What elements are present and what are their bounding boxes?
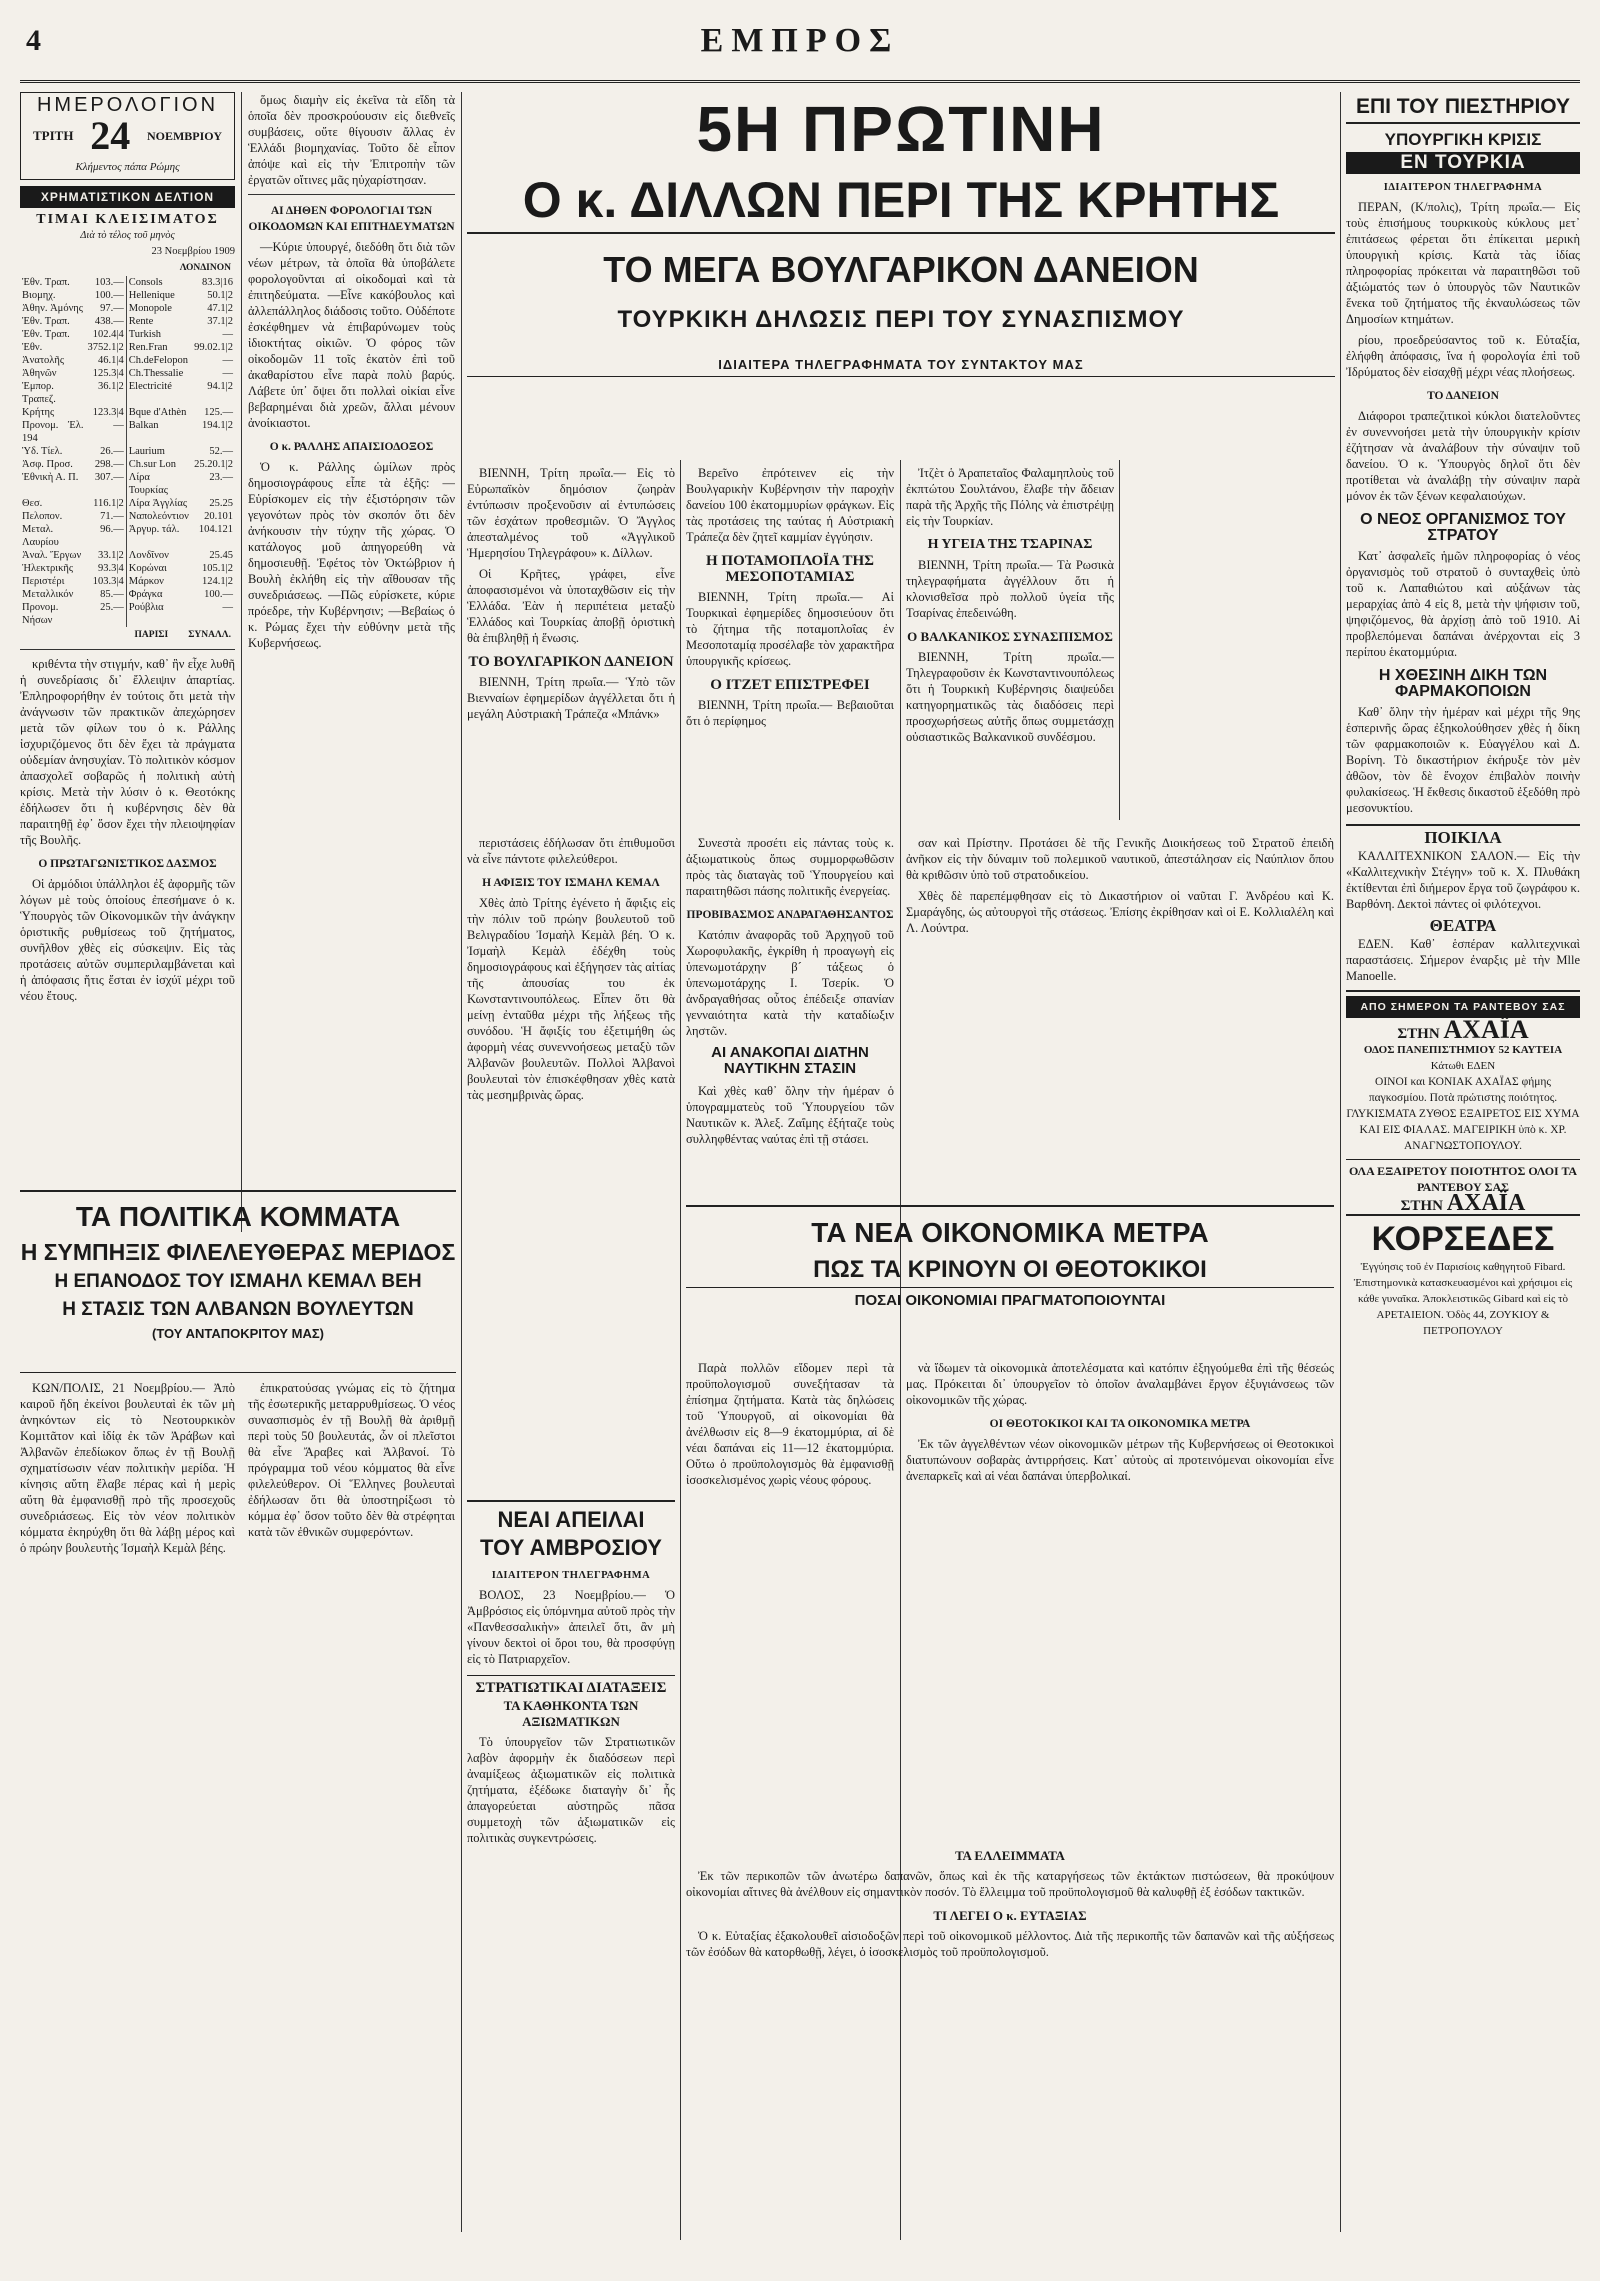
section-title: Ο ΙΤΖΕΤ ΕΠΙΣΤΡΕΦΕΙ <box>710 677 870 693</box>
rate-name: Ἀσφ. Προσ. <box>22 459 73 470</box>
rate-name: Laurium <box>126 445 192 458</box>
rate-value: 116.1|2 <box>93 498 124 509</box>
column-rule <box>1340 92 1341 2232</box>
rate-value: 25.25 <box>209 498 233 509</box>
section-title: ΤΟ ΒΟΥΛΓΑΡΙΚΟΝ ΔΑΝΕΙΟΝ <box>468 654 674 670</box>
politics-headline: Η ΣΥΜΠΗΞΙΣ ΦΙΛΕΛΕΥΘΕΡΑΣ ΜΕΡΙΔΟΣ <box>20 1239 456 1265</box>
main-headline: Ο κ. ΔΙΛΛΩΝ ΠΕΡΙ ΤΗΣ ΚΡΗΤΗΣ <box>467 168 1335 234</box>
rate-value: 123.3|4 <box>92 407 124 418</box>
article-text: Οἱ Κρῆτες, γράφει, εἶνε ἀποφασισμένοι νὰ ὑποταχθῶσιν εἰς τὴν Ἑλλάδα. Ἐὰν ἡ περιπέτεια μεταξὺ Ἑλλάδος καὶ Τουρκίας ἀποβῇ ὁριστικὴ θὰ ἐπιβληθῇ ἡ ἕνωσις. <box>467 567 675 645</box>
section-title: Η ΥΓΕΙΑ ΤΗΣ ΤΣΑΡΙΝΑΣ <box>927 537 1093 552</box>
source-label: ΙΔΙΑΙΤΕΡΟΝ ΤΗΛΕΓΡΑΦΗΜΑ <box>491 1570 651 1581</box>
deficits-column <box>686 1840 1334 2240</box>
rate-value: 124.1|2 <box>202 576 233 587</box>
ad-prefix: ΣΤΗΝ <box>1400 1198 1443 1214</box>
ad-body: ΟΙΝΟΙ και ΚΟΝΙΑΚ ΑΧΑΪΑΣ φήμης παγκοσμίου. Ποτὰ πρώτιστης ποιότητος. ΓΛΥΚΙΣΜΑΤΑ ΖΥΘΟΣ ΕΞΑΙΡΕΤΟΣ ΕΙΣ ΧΥΜΑ ΚΑΙ ΕΙΣ ΦΙΑΛΑΣ. ΜΑΓΕΙΡΙΚΗ ὑπὸ κ. ΧΡ. ΑΝΑΓΝΩΣΤΟΠΟΥΛΟΥ. <box>1346 1076 1580 1152</box>
section-title: Η ΠΟΤΑΜΟΠΛΟΪΑ ΤΗΣ ΜΕΣΟΠΟΤΑΜΙΑΣ <box>706 553 874 585</box>
calendar-row <box>23 113 232 159</box>
economy-headline: ΤΑ ΝΕΑ ΟΙΚΟΝΟΜΙΚΑ ΜΕΤΡΑ <box>811 1217 1209 1248</box>
section-title: ΠΡΟΒΙΒΑΣΜΟΣ ΑΝΔΡΑΓΑΘΗΣΑΝΤΟΣ <box>686 909 894 921</box>
rate-value: 103.— <box>94 277 124 288</box>
rate-value: 23.— <box>209 472 233 483</box>
ambrosiou-column <box>467 1500 675 2240</box>
section-title: Η ΑΦΙΞΙΣ ΤΟΥ ΙΣΜΑΗΛ ΚΕΜΑΛ <box>482 877 660 889</box>
rates-row <box>20 380 235 406</box>
rates-row <box>20 367 235 380</box>
section-title: ΤΙ ΛΕΓΕΙ Ο κ. ΕΥΤΑΞΙΑΣ <box>933 1908 1087 1923</box>
middle-column-2 <box>686 835 894 1195</box>
rate-value: 33.1|2 <box>98 550 124 561</box>
politics-headline: Η ΣΤΑΣΙΣ ΤΩΝ ΑΛΒΑΝΩΝ ΒΟΥΛΕΥΤΩΝ <box>62 1299 414 1320</box>
economy-column-1 <box>686 1360 894 1830</box>
section-title: ΟΙ ΘΕΟΤΟΚΙΚΟΙ ΚΑΙ ΤΑ ΟΙΚΟΝΟΜΙΚΑ ΜΕΤΡΑ <box>989 1418 1251 1430</box>
politics-headline: ΤΑ ΠΟΛΙΤΙΚΑ ΚΟΜΜΑΤΑ <box>75 1201 401 1232</box>
rates-row <box>20 510 235 523</box>
rates-row <box>20 419 235 445</box>
section-title: Η ΧΘΕΣΙΝΗ ΔΙΚΗ ΤΩΝ ΦΑΡΜΑΚΟΠΟΙΩΝ <box>1378 667 1548 700</box>
rate-value: 85.— <box>100 589 124 600</box>
rate-name: Electricité <box>126 380 192 406</box>
rate-name: Monopole <box>126 302 192 315</box>
politics-column-2 <box>248 1380 455 2240</box>
rate-name: Ἀργυρ. τάλ. <box>126 523 192 549</box>
rates-row <box>20 445 235 458</box>
rate-value: 25.— <box>100 602 124 613</box>
ad-address: ΟΔΟΣ ΠΑΝΕΠΙΣΤΗΜΙΟΥ 52 ΚΑΥΤΕΙΑ <box>1363 1044 1563 1056</box>
section-title: ΕΝ ΤΟΥΡΚΙΑ <box>1346 152 1580 174</box>
article-text: ΒΙΕΝΝΗ, Τρίτη πρωΐα.— Βεβαιοῦται ὅτι ὁ περίφημος <box>686 698 894 728</box>
article-text: Τὸ ὑπουργεῖον τῶν Στρατιωτικῶν λαβὸν ἀφορμὴν ἐκ διαδόσεων περὶ ἀναμίξεως ἀξιωματικῶν εἰς πολιτικὰ ζητήματα, ἐξέδωκε διαταγὴν δι᾿ ἧς ἀπαγορεύεται αὐστηρῶς πᾶσα συμμετοχὴ τῶν ἀξιωματικῶν εἰς πολιτικὰς συγκεντρώσεις. <box>467 1735 675 1845</box>
rate-name: Ἀνατολῆς <box>22 355 65 366</box>
ad-title: ΑΠΟ ΣΗΜΕΡΟΝ ΤΑ ΡΑΝΤΕΒΟΥ ΣΑΣ <box>1346 996 1580 1018</box>
column-rule <box>461 92 462 2232</box>
rates-row <box>20 328 235 341</box>
telegrams-label: ΙΔΙΑΙΤΕΡΑ ΤΗΛΕΓΡΑΦΗΜΑΤΑ ΤΟΥ ΣΥΝΤΑΚΤΟΥ ΜΑΣ <box>467 354 1335 377</box>
section-title: ΝΕΑΙ ΑΠΕΙΛΑΙ <box>467 1500 675 1534</box>
article-text: Διάφοροι τραπεζιτικοὶ κύκλοι διατελοῦντες ἐν συνεννοήσει μετὰ τὴν ὑπουργικὴν κρίσιν ἐζήτησαν νὰ ἀναλάβουν τὴν σύναψιν τοῦ δανείου. Ὁ κ. Ὑπουργὸς δηλοῖ ὅτι δὲν προτίθεται νὰ ἀναλάβῃ τὴν σύναψιν παρὰ μόνον ἐκ τῶν ξένων κεφαλαιούχων. <box>1346 409 1580 503</box>
divider <box>248 194 455 195</box>
rates-row <box>20 315 235 328</box>
section-title: ΤΑ ΕΛΛΕΙΜΜΑΤΑ <box>955 1848 1065 1863</box>
economy-subheadline: ΠΟΣΑΙ ΟΙΚΟΝΟΜΙΑΙ ΠΡΑΓΜΑΤΟΠΟΙΟΥΝΤΑΙ <box>854 1292 1166 1309</box>
article-text: Καθ᾿ ὅλην τὴν ἡμέραν καὶ μέχρι τῆς 9ης ἑσπερινῆς ὥρας ἐξηκολούθησεν χθὲς ἡ δίκη τῶν φαρμακοποιῶν κ. Εὐαγγέλου καὶ Δ. Βορίνη. Τὸ δικαστήριον ἐκήρυξε τὸν μὲν ἀθῶον, τὸν δὲ ἔνοχον ἐπιβαλὸν ποινὴν φυλακίσεως. Ἡ ἔκθεσις δικαστοῦ ἐξεδόθη πρὸ μεσονυκτίου. <box>1346 705 1580 815</box>
calendar-month: ΝΟΕΜΒΡΙΟΥ <box>146 129 222 143</box>
rate-value: 36.1|2 <box>98 381 124 392</box>
rate-name: Ch.deFelopon <box>126 354 192 367</box>
rate-value: 26.— <box>100 446 124 457</box>
article-text: ΒΙΕΝΝΗ, Τρίτη πρωΐα.— Ὑπὸ τῶν Βιενναίων ἐφημερίδων ἀγγέλλεται ὅτι ἡ μεγάλη Αὐστριακὴ Τράπεζα «Μπάνκ» <box>467 675 675 721</box>
rate-name: Ἀναλ. Ἔργων <box>22 550 82 561</box>
rate-value: 105.1|2 <box>202 563 233 574</box>
calendar-weekday: ΤΡΙΤΗ <box>33 128 74 143</box>
column-1 <box>20 92 235 1242</box>
rate-name: Μάρκον <box>126 575 192 588</box>
advertisement-corsets <box>1346 1214 1580 1339</box>
rate-name: Ἀθην. Ἀμόνης <box>22 303 83 314</box>
rate-value: 100.— <box>204 589 233 600</box>
column-rule <box>680 460 681 2240</box>
telegram-column-3 <box>906 465 1114 820</box>
paper-name: ΕΜΠΡΟΣ <box>700 22 900 59</box>
article-text: ΒΙΕΝΝΗ, Τρίτη πρωΐα.— Τὰ Ρωσικὰ τηλεγραφήματα ἀγγέλλουν ὅτι ἡ κλονισθεῖσα πρὸ πολλοῦ ὑγεία τῆς Τσαρίνας ἐπεδεινώθη. <box>906 558 1114 620</box>
rate-name: Προνομ. Ἐλ. 194 <box>22 420 84 444</box>
article-text: ὅμως διαμὴν εἰς ἐκεῖνα τὰ εἴδη τὰ ὁποῖα δὲν προσκρούουσιν εἰς διεθνεῖς συμβάσεις, οὔτε θίγουσιν ἄλλας ἐν Ἑλλάδι βιομηχανίας. Τοῦτο δὲ εἶπον ἀπόψε καὶ εἰς τὴν Ἐπιτροπὴν τῶν ἐργατῶν οἵτινες μᾶς ηὐχαρίστησαν. <box>248 93 455 187</box>
finance-section-labels-2 <box>20 627 235 643</box>
rate-value: 25.20.1|2 <box>194 459 233 470</box>
rate-value: — <box>222 602 233 613</box>
edition-title: 5Η ΠΡΩΤΙΝΗ <box>696 93 1106 165</box>
front-banner <box>467 90 1335 460</box>
article-text: Ὁ κ. Ράλλης ὡμίλων πρὸς δημοσιογράφους εἶπε τὰ ἑξῆς: —Εὑρίσκομεν εἰς τὴν ἐξιστόρησιν τῶν γεγονότων πρὸς τὸν σκοπόν ὅτι δὲν ἀνήκουσιν τὴν τύχην τῆς χώρας. Ὁ κατάλογος μοῦ ἀπηγορεύθη νὰ δημοσιευθῇ. Ἐφέτος τὸν Ὀκτώβριον ἡ Βουλὴ ἐκλήθη εἰς τὴν αἴθουσαν τῆς συνεδριάσεως. —Πῶς εὑρίσκετε, κύριε πρόεδρε, τὴν Κυβέρνησιν; —Βεβαίως ὁ κ. Ρώμας ἔχει τὴν εὐθύνην μετὰ τῆς Κυβερνήσεως. <box>248 460 455 650</box>
rate-value: — <box>222 329 233 340</box>
economy-banner <box>686 1205 1334 1357</box>
rate-value: — <box>113 420 124 431</box>
politics-banner <box>20 1190 456 1373</box>
article-text: Βερεῖνο ἐπρότεινεν εἰς τὴν Βουλγαρικὴν Κυβέρνησιν τὴν παροχὴν δανείου 100 ἑκατομμυρίων φράγκων. Εἰς τὰς προτάσεις της ταύτας ἡ Αὐστριακὴ Τράπεζα δὲν ζητεῖ καμμίαν ἐγγύησιν. <box>686 466 894 544</box>
article-text: Κατόπιν ἀναφορᾶς τοῦ Ἀρχηγοῦ τοῦ Χωροφυλακῆς, ἐγκρίθη ἡ προαγωγὴ εἰς ὑπενωμοτάρχην β´ τάξεως ὁ ὑπενωμοτάρχης Ι. Τσερίκ. Ὁ ἀνδραγαθήσας οὗτος ἐπέδειξε σπανίαν γενναιότητα κατὰ τὴν καταδίωξιν ληστῶν. <box>686 928 894 1038</box>
rate-name: Ἐθν. Τραπ. <box>22 277 70 288</box>
rate-name: Rente <box>126 315 192 328</box>
rate-value: 307.— <box>94 472 124 483</box>
ad-body: Ἐγγύησις τοῦ ἐν Παρισίοις καθηγητοῦ Fibard. Ἐπιστημονικὰ κατασκευασμένοι καὶ χρήσιμοι εἰς κάθε γυναῖκα. Ἀποκλειστικῶς Gibard καὶ εἰς τὸ ΑΡΕΤΑΙΕΙΟΝ. Ὁδὸς 44, ΖΟΥΚΙΟΥ & ΠΕΤΡΟΠΟΥΛΟΥ <box>1353 1261 1573 1337</box>
rate-name: Ὑδ. Τίελ. <box>22 446 63 457</box>
rate-name: Ρούβλια <box>126 601 192 627</box>
finance-subheader: ΤΙΜΑΙ ΚΛΕΙΣΙΜΑΤΟΣ <box>36 212 219 227</box>
rate-value: 93.3|4 <box>98 563 124 574</box>
ad-brand: ΑΧΑΪΑ <box>1446 1190 1526 1216</box>
article-text: ΒΙΕΝΝΗ, Τρίτη πρωΐα.— Αἱ Τουρκικαὶ ἐφημερίδες δημοσιεύουν ὅτι τὸ ζήτημα τῆς ποταμοπλοΐας ἐν Μεσοποταμίᾳ προσέλαβε τὸν χαρακτῆρα ὑπουργικῆς κρίσεως. <box>686 590 894 668</box>
article-text: νὰ ἴδωμεν τὰ οἰκονομικὰ ἀποτελέσματα καὶ κατόπιν ἐξηγούμεθα ἐπὶ τῆς θέσεώς μας. Πρόκειται δι᾿ ὑπουργεῖον τὸ ὁποῖον ἀναλαμβάνει ἔργον ἐξυγιάνσεως τῶν οἰκονομικῶν τῆς χώρας. <box>906 1361 1334 1407</box>
rate-name: Λίρα Τουρκίας <box>126 471 192 497</box>
section-title: ΣΤΡΑΤΙΩΤΙΚΑΙ ΔΙΑΤΑΞΕΙΣ <box>467 1675 675 1696</box>
finance-section-london: ΛΟΝΔΙΝΟΝ <box>179 263 231 273</box>
sub-headline: ΤΟΥΡΚΙΚΗ ΔΗΛΩΣΙΣ ΠΕΡΙ ΤΟΥ ΣΥΝΑΣΠΙΣΜΟΥ <box>617 306 1185 333</box>
column-2 <box>248 92 455 1242</box>
finance-section-paris: ΠΑΡΙΣΙ <box>134 630 169 640</box>
rate-name: Λίρα Ἀγγλίας <box>126 497 192 510</box>
rate-name: Consols <box>126 276 192 289</box>
section-title: Ο κ. ΡΑΛΛΗΣ ΑΠΑΙΣΙΟΔΟΞΟΣ <box>269 441 434 453</box>
rate-name: Φράγκα <box>126 588 192 601</box>
calendar-date: 24 <box>90 113 131 158</box>
section-title: Ο ΝΕΟΣ ΟΡΓΑΝΙΣΜΟΣ ΤΟΥ ΣΤΡΑΤΟΥ <box>1360 511 1566 544</box>
ad-place: Κάτωθι ΕΔΕΝ <box>1430 1060 1496 1072</box>
rate-name: Ἠλεκτρικῆς <box>22 563 74 574</box>
rate-value: 298.— <box>94 459 124 470</box>
article-text: Καὶ χθὲς καθ᾿ ὅλην τὴν ἡμέραν ὁ ὑπογραμματεὺς τοῦ Ὑπουργείου τῶν Ναυτικῶν κ. Ἀλεξ. Ζαΐμης ἐξήταζε τοὺς συλληφθέντας ναύτας ἐπὶ τῇ στάσει. <box>686 1084 894 1146</box>
rate-name: Θεσ. <box>22 498 43 509</box>
source-label: ΙΔΙΑΙΤΕΡΟΝ ΤΗΛΕΓΡΑΦΗΜΑ <box>1383 182 1543 193</box>
article-text: Ἐκ τῶν ἀγγελθέντων νέων οἰκονομικῶν μέτρων τῆς Κυβερνήσεως οἱ Θεοτοκικοὶ διατυπώνουν σοβαρὰς ἀντιρρήσεις. Κατ᾿ αὐτοὺς αἱ προτεινόμεναι οἰκονομίαι εἶνε ἀνεπαρκεῖς καὶ αἱ νέαι δαπάναι ὑπερβολικαί. <box>906 1437 1334 1483</box>
finance-date: 23 Νοεμβρίου 1909 <box>151 246 235 257</box>
rate-name: Balkan <box>126 419 192 445</box>
section-title: ΠΟΙΚΙΛΑ <box>1346 824 1580 846</box>
newspaper-page <box>20 20 1580 2241</box>
ad-prefix: ΣΤΗΝ <box>1397 1026 1440 1042</box>
rates-row <box>20 289 235 302</box>
rate-name: Ἀθηνῶν <box>22 368 57 379</box>
correspondent-label: (ΤΟΥ ΑΝΤΑΠΟΚΡΙΤΟΥ ΜΑΣ) <box>152 1326 324 1341</box>
section-title: ΤΟ ΔΑΝΕΙΟΝ <box>1427 390 1499 402</box>
article-text: κριθέντα τὴν στιγμήν, καθ᾿ ἣν εἶχε λυθῆ ἡ συνεδρίασις δι᾿ ἔλλειψιν ἀπαρτίας. Ἐπληροφορήθην ἐν τούτοις ὅτι μετὰ τὴν ἀνάγνωσιν τῶν πρακτικῶν ἀπεχώρησεν μετὰ τῶν φίλων του ὁ κ. Ράλλης ἰσχυριζόμενος ὅτι δὲν ἔχει τὰ πράγματα οὐδεμίαν ἀνησυχίαν. Τὸ πολιτικὸν κόσμον ἀπασχολεῖ σοβαρῶς ἡ πολιτικὴ αὐτὴ κρίσις. Μετὰ τὴν λύσιν ὁ κ. Θεοτόκης ἐδήλωσεν ὅτι ἡ κυβέρνησις δὲν θὰ παραιτηθῇ ἐφ᾿ ὅσον ἔχει τὴν πλειοψηφίαν τῆς Βουλῆς. <box>20 657 235 847</box>
rates-row <box>20 549 235 562</box>
rate-name: Λονδῖνον <box>126 549 192 562</box>
article-text: σαν καὶ Πρίστην. Προτάσει δὲ τῆς Γενικῆς Διοικήσεως τοῦ Στρατοῦ ἐπειδὴ ἀνῆκον εἰς τὴν δύναμιν τοῦ πολεμικοῦ ναυτικοῦ, ἀπεστάλησαν εἰς Ναύπλιον ὅπου θὰ κριθῶσιν ὑπὸ τοῦ στρατοδικείου. <box>906 836 1334 882</box>
rates-row <box>20 471 235 497</box>
rate-value: 94.1|2 <box>207 381 233 392</box>
rates-row <box>20 588 235 601</box>
section-title: ΑΙ ΔΗΘΕΝ ΦΟΡΟΛΟΓΙΑΙ ΤΩΝ ΟΙΚΟΔΟΜΩΝ ΚΑΙ ΕΠΙΤΗΔΕΥΜΑΤΩΝ <box>248 205 455 233</box>
rate-value: 103.3|4 <box>92 576 124 587</box>
column-rule <box>241 92 242 1232</box>
ad-brand-line <box>1346 1190 1580 1216</box>
article-text: Ἐκ τῶν περικοπῶν τῶν ἀνωτέρω δαπανῶν, ὅπως καὶ ἐκ τῆς καταργήσεως τῶν ἐκτάκτων πιστώσεων, θὰ προκύψουν οἰκονομίαι αἵτινες θὰ ἀνέλθουν εἰς σημαντικὸν ποσόν. Τὸ ἔλλειμμα τοῦ προϋπολογισμοῦ θὰ καλυφθῇ ἐξ ἐσόδων τακτικῶν. <box>686 1869 1334 1899</box>
article-text: ΚΩΝ/ΠΟΛΙΣ, 21 Νοεμβρίου.— Ἀπὸ καιροῦ ἤδη ἐκείνοι βουλευταὶ ἐκ τῶν μὴ ἀνηκόντων εἰς τὸ Νεοτουρκικὸν Κομιτᾶτον καὶ ἰδίᾳ ἐκ τῶν Ἀράβων καὶ Ἀλβανῶν ἐπεδίωκον ὅπως ἐν τῇ Βουλῇ σχηματίσωσιν νέαν πολιτικὴν μερίδα. Ἡ κίνησις αὕτη ἔλαβε πέρας καὶ ἡ μερὶς αὕτη θὰ ἐμφανισθῇ πρὸ τῆς προσεχοῦς συνεδριάσεως. Εἰς τὸν νέον πολιτικὸν κόμματα ἐκηρύχθη ὅτι θὰ λάβῃ μέρος καὶ ὁ πρώην βουλευτὴς Ἰσμαὴλ Κεμὰλ βέης. <box>20 1381 235 1555</box>
calendar-box <box>20 92 235 180</box>
article-text: ρίου, προεδρεύσαντος τοῦ κ. Εὐταξία, ἐλήφθη ἀπόφασις, ἵνα ἡ φορολογία ἐπὶ τοῦ Ἰδρύματος δὲν εἰσαχθῇ μέχρι νέας πλοήσεως. <box>1346 333 1580 379</box>
finance-section-labels <box>20 260 235 276</box>
rate-name: Κρήτης <box>22 407 55 418</box>
article-text: Ὁ κ. Εὐταξίας ἐξακολουθεῖ αἰσιοδοξῶν περὶ τοῦ οἰκονομικοῦ μέλλοντος. Διὰ τῆς περικοπῆς τῶν δαπανῶν καὶ τῆς αὐξήσεως τῶν ἐσόδων θὰ κατορθωθῇ, λέγει, ὁ ἰσοσκελισμὸς τοῦ προϋπολογισμοῦ. <box>686 1929 1334 1959</box>
rate-value: — <box>222 355 233 366</box>
rates-row <box>20 276 235 289</box>
rate-value: 52.— <box>209 446 233 457</box>
section-title: ΥΠΟΥΡΓΙΚΗ ΚΡΙΣΙΣ <box>1384 130 1542 149</box>
right-column <box>1346 92 1580 2237</box>
rate-name: Περιστέρι <box>22 576 65 587</box>
section-title: ΤΟΥ ΑΜΒΡΟΣΙΟΥ <box>480 1535 662 1560</box>
middle-column-1 <box>467 835 675 1195</box>
article-text: ΒΙΕΝΝΗ, Τρίτη πρωΐα.— Εἰς τὸ Εὐρωπαϊκὸν δημόσιον ζωηρὰν ἐντύπωσιν προξενοῦσιν αἱ ἐντυπώσεις τῶν ἐσχάτων προθεσμιῶν. Ὁ Ἄγγλος ἀπεσταλμένος τοῦ «Ἀγγλικοῦ Ἡμερησίου Τηλεγράφου» κ. Δίλλων. <box>467 466 675 560</box>
rates-row <box>20 523 235 549</box>
article-text: Συνεστὰ προσέτι εἰς πάντας τοὺς κ. ἀξιωματικοὺς ὅπως συμμορφωθῶσιν πρὸς τὰς διαταγὰς τοῦ Ὑπουργείου καὶ παραιτηθῶσι πάσης πολιτικῆς ἐνεργείας. <box>686 836 894 898</box>
rates-row <box>20 406 235 419</box>
article-text: Χθὲς δὲ παρεπέμφθησαν εἰς τὸ Δικαστήριον οἱ ναῦται Γ. Ἀνδρέου καὶ Κ. Σμαράγδης, ὡς αὐτουργοὶ τῆς στάσεως. Ἐπίσης ἐκρίθησαν καὶ οἱ Ε. Κολλιαλέλη καὶ Λ. Λούντρα. <box>906 889 1334 935</box>
rate-value: 125.3|4 <box>92 368 124 379</box>
rates-row <box>20 562 235 575</box>
rates-row <box>20 575 235 588</box>
rate-value: 102.4|4 <box>92 329 124 340</box>
article-text: Ἰτζὲτ ὁ Ἀραπεταῖος Φαλαμηπλοὺς τοῦ ἐκπτώτου Σουλτάνου, ἔλαβε τὴν ἄδειαν παρὰ τῆς Ἀρχῆς τῆς Πόλης νὰ ἐπιστρέψῃ εἰς τὴν Τουρκίαν. <box>906 466 1114 528</box>
section-title: Ο ΠΡΩΤΑΓΩΝΙΣΤΙΚΟΣ ΔΑΣΜΟΣ <box>38 858 217 870</box>
rate-name: Ch.sur Lon <box>126 458 192 471</box>
rate-name: Bque d'Athèn <box>126 406 192 419</box>
article-text: ΠΕΡΑΝ, (Κ/πολις), Τρίτη πρωΐα.— Εἰς τοὺς ἐπισήμους τουρκικοὺς κύκλους μετ᾿ ἐπιτάσεως φέρεται ὅτι ἐπίκειται μερικὴ ὑπουργικὴ κρίσις. Κατὰ τὰς ἰδίας πληροφορίας πρόκειται νὰ παραιτηθῶσι τοῦ ἀξιώματός των ὁ ὑπουργὸς τῶν Ναυτικῶν ἕνεκα τοῦ ζητήματος τῆς ἐκναυλώσεως τῶν Δημοσίων κτημάτων. <box>1346 200 1580 326</box>
rate-name: Turkish <box>126 328 192 341</box>
rate-name: Βιομηχ. <box>22 290 56 301</box>
rate-value: 96.— <box>100 524 124 535</box>
calendar-saint: Κλήμεντος πάπα Ρώμης <box>75 161 180 173</box>
rate-value: 100.— <box>94 290 124 301</box>
rate-name: Ἐθν. Τραπ. <box>22 316 70 327</box>
article-text: Χθὲς ἀπὸ Τρίτης ἐγένετο ἡ ἄφιξις εἰς τὴν πόλιν τοῦ πρώην βουλευτοῦ τοῦ Βελιγραδίου Ἰσμαὴλ Κεμὰλ βέη. Ὁ κ. Ἰσμαὴλ Κεμὰλ ἐδέχθη τοὺς δημοσιογράφους καὶ ἐξήγησεν τὰς αἰτίας τῆς ἀπουσίας του ἐκ Κωνσταντινουπόλεως. Εἶπεν ὅτι θὰ μείνῃ ἐνταῦθα μέχρι τῆς λήξεως τῆς συνόδου. Ἡ ἄφιξίς του ἐξετιμήθη ὡς ἀφορμὴ νέας συνεννοήσεως μεταξὺ τῶν Ἀλβανῶν βουλευτῶν. Πολλοὶ Ἀλβανοὶ βουλευταὶ τὸν ἐπισκέφθησαν χθὲς κατὰ τὰς μεσημβρινὰς ὥρας. <box>467 896 675 1102</box>
rate-value: 438.— <box>94 316 124 327</box>
rate-value: — <box>222 368 233 379</box>
rate-value: 20.101 <box>204 511 233 522</box>
article-text: ΒΙΕΝΝΗ, Τρίτη πρωΐα.— Τηλεγραφοῦσιν ἐκ Κωνσταντινουπόλεως ὅτι ἡ Τουρκικὴ Κυβέρνησις διαψεύδει κατηγορηματικῶς τὰς διαδόσεις περὶ προσχωρήσεως αὐτῆς ὅπως συμμετάσχῃ οὐσιαστικῶς Βαλκανικοῦ συνδέσμου. <box>906 650 1114 744</box>
rate-name: Μεταλλικόν <box>22 589 74 600</box>
middle-column-3 <box>906 835 1334 1195</box>
ad-title: ΟΛΑ ΕΞΑΙΡΕΤΟΥ ΠΟΙΟΤΗΤΟΣ ΟΛΟΙ ΤΑ ΡΑΝΤΕΒΟΥ ΣΑΣ <box>1349 1164 1577 1194</box>
finance-section-exchange: ΣΥΝΑΛΛ. <box>188 630 231 640</box>
rate-value: 25.45 <box>209 550 233 561</box>
article-text: ΚΑΛΛΙΤΕΧΝΙΚΟΝ ΣΑΛΟΝ.— Εἰς τὴν «Καλλιτεχνικὴν Στέγην» τοῦ κ. Χ. Πλυθάκη ἐκτίθενται ἐπὶ διήμερον ἔργα τοῦ ζωγράφου κ. Βαρθόνη. Δεκτοὶ πάντες οἱ φιλότεχνοι. <box>1346 849 1580 911</box>
politics-column-1 <box>20 1380 235 2240</box>
calendar-title: ΗΜΕΡΟΛΟΓΙΟΝ <box>36 94 219 116</box>
rate-name: Κορώναι <box>126 562 192 575</box>
article-text: Κατ᾿ ἀσφαλεῖς ἡμῶν πληροφορίας ὁ νέος ὀργανισμὸς τοῦ στρατοῦ ὁ συνταχθεὶς ὑπὸ τοῦ κ. Λαπαθιώτου καὶ αὐξάνων τὰς μεραρχίας ἀπὸ 4 εἰς 8, μετὰ τὴν ψήφισιν τοῦ, ψηφιζόμενος, θὰ ἀρχίσῃ ἀπὸ τοῦ 1910. Αἱ προβλεπόμεναι δαπάναι ἀνέρχονται εἰς 3 περίπου ἑκατομμύρια. <box>1346 549 1580 659</box>
rate-value: 125.— <box>204 407 233 418</box>
rate-value: 194.1|2 <box>202 420 233 431</box>
finance-section-athens <box>24 260 26 276</box>
rate-name: Ch.Thessalie <box>126 367 192 380</box>
rate-name: Μεταλ. Λαυρίου <box>22 524 59 548</box>
column-rule <box>1119 460 1120 820</box>
article-text: ΒΟΛΟΣ, 23 Νοεμβρίου.— Ὁ Ἀμβρόσιος εἰς ὑπόμνημα αὐτοῦ πρὸς τὴν «Πανθεσσαλικὴν» ἀπειλεῖ ὅτι, ἂν μὴ γίνουν δεκτοὶ οἱ ὅροι του, θὰ προσφύγῃ εἰς τὸ Πατριαρχεῖον. <box>467 1588 675 1666</box>
ad-brand: ΚΟΡΣΕΔΕΣ <box>1371 1220 1555 1258</box>
rate-name: Ἐθνικὴ Α. Π. <box>22 472 79 483</box>
rates-row <box>20 601 235 627</box>
article-text: ΕΔΕΝ. Καθ᾿ ἑσπέραν καλλιτεχνικαὶ παραστάσεις. Σήμερον ἐναρξις μὲ τὴν Mlle Manoelle. <box>1346 937 1580 983</box>
rate-name: Hellenique <box>126 289 192 302</box>
section-subtitle: ΤΑ ΚΑΘΗΚΟΝΤΑ ΤΩΝ ΑΞΙΩΜΑΤΙΚΩΝ <box>503 1698 639 1729</box>
rate-name: Ναπολεόντιον <box>126 510 192 523</box>
rate-value: 47.1|2 <box>207 303 233 314</box>
masthead <box>20 20 1580 83</box>
rates-row <box>20 458 235 471</box>
section-title: ΘΕΑΤΡΑ <box>1429 916 1497 935</box>
ad-brand: ΑΧΑΪΑ <box>1443 1015 1529 1044</box>
rate-name: Ἐθν. Τραπ. <box>22 329 70 340</box>
rate-value: 83.3|16 <box>202 277 233 288</box>
advertisement-achaia-2 <box>1346 1159 1580 1214</box>
rate-value: 104.121 <box>198 524 233 535</box>
economy-column-2 <box>906 1360 1334 1830</box>
rate-value: 99.02.1|2 <box>194 342 233 353</box>
rates-row <box>20 497 235 510</box>
advertisement-achaia <box>1346 990 1580 1154</box>
politics-headline: Η ΕΠΑΝΟΔΟΣ ΤΟΥ ΙΣΜΑΗΛ ΚΕΜΑΛ ΒΕΗ <box>54 1271 422 1292</box>
rates-row <box>20 302 235 315</box>
rate-value: 71.— <box>100 511 124 522</box>
sub-headline: ΤΟ ΜΕΓΑ ΒΟΥΛΓΑΡΙΚΟΝ ΔΑΝΕΙΟΝ <box>603 249 1199 290</box>
rate-value: 37.1|2 <box>207 316 233 327</box>
finance-note: Διὰ τὸ τέλος τοῦ μηνὸς <box>80 230 175 241</box>
rate-name: Ἐμπορ. Τραπεζ. <box>22 381 56 405</box>
rate-value: 46.1|4 <box>98 355 124 366</box>
telegram-column-1 <box>467 465 675 820</box>
article-text: —Κύριε ὑπουργέ, διεδόθη ὅτι διὰ τῶν νέων μέτρων, τὰ ὁποῖα θὰ ὑποβάλετε φορολογοῦνται αἱ οἰκοδομαὶ καὶ τὰ ἐπιτηδεύματα. —Εἶνε κακόβουλος καὶ ἀλλεπάλληλος διάδοσις τοῦτο. Οὐδέποτε ἐσκέφθημεν νὰ ἐπιβαρύνωμεν τοὺς ἰδιοκτήτας οἰκιῶν. Ὁ φόρος τῶν οἰκοδομῶν 11 τοῖς ἑκατὸν ἐπὶ τοῦ ἀκαθαρίστου εἶνε παρὰ πολὺ βαρύς. Λάβετε ὑπ᾿ ὄψει ὅτι πολλαὶ οἰκίαι εἶνε βεβαρημέναι διὰ χρεῶν, ἄλλαι μένουν ἀνοίκιαστοι. <box>248 240 455 430</box>
rate-value: 3752.1|2 <box>87 342 124 353</box>
rate-name: Πελοπον. <box>22 511 63 522</box>
page-number: 4 <box>26 24 41 57</box>
rates-table <box>20 276 235 627</box>
rate-name: Προνομ. Νήσων <box>22 602 59 626</box>
rate-value: 97.— <box>100 303 124 314</box>
divider <box>20 649 235 650</box>
section-banner: ΕΠΙ ΤΟΥ ΠΙΕΣΤΗΡΙΟΥ <box>1346 92 1580 124</box>
rates-row <box>20 354 235 367</box>
rate-name: Ἐθν. <box>22 342 43 353</box>
ad-brand-line <box>1346 1015 1580 1044</box>
article-text: ἐπικρατούσας γνώμας εἰς τὸ ζήτημα τῆς ἐσωτερικῆς μεταρρυθμίσεως. Ὁ νέος συνασπισμὸς ἐν τῇ Βουλῇ θὰ ἀριθμῇ περὶ τοὺς 50 βουλευτάς, ὧν οἱ πλεῖστοι θὰ εἶνε Ἄραβες καὶ Ἀλβανοί. Τὸ πρόγραμμα τοῦ νέου κόμματος θὰ εἶνε φιλελεύθερον. Οἱ Ἕλληνες βουλευταὶ ἐδήλωσαν ὅτι θὰ ὑποστηρίξωσι τὸ κόμμα ἐφ᾿ ὅσον τοῦτο δὲν θὰ στρέφηται κατὰ τῶν ἐθνικῶν συμφερόντων. <box>248 1381 455 1539</box>
article-text: περιστάσεις ἐδήλωσαν ὅτι ἐπιθυμοῦσι νὰ εἶνε πάντοτε φιλελεύθεροι. <box>467 836 675 866</box>
rate-name: Ren.Fran <box>126 341 192 354</box>
telegram-column-2 <box>686 465 894 820</box>
finance-header: ΧΡΗΜΑΤΙΣΤΙΚΟΝ ΔΕΛΤΙΟΝ <box>20 186 235 208</box>
economy-subheadline: ΠΩΣ ΤΑ ΚΡΙΝΟΥΝ ΟΙ ΘΕΟΤΟΚΙΚΟΙ <box>686 1253 1334 1288</box>
rates-row <box>20 341 235 354</box>
article-text: Παρὰ πολλῶν εἴδομεν περὶ τὰ προϋπολογισμοῦ συνεξήτασαν τὰ ἐπίσημα ζητήματα. Κατὰ τὰς δηλώσεις τοῦ Ὑπουργοῦ, αἱ οἰκονομίαι θὰ ἀνέλθωσιν εἰς 8—9 ἑκατομμύρια, αἱ δὲ νέαι δαπάναι εἰς 11—12 ἑκατομμύρια. Οὕτω ὁ προϋπολογισμὸς θὰ ἐμφανισθῇ ἰσοσκελισμένος χωρὶς νέους φόρους. <box>686 1361 894 1487</box>
rate-value: 50.1|2 <box>207 290 233 301</box>
section-title: Ο ΒΑΛΚΑΝΙΚΟΣ ΣΥΝΑΣΠΙΣΜΟΣ <box>907 629 1113 644</box>
article-text: Οἱ ἀρμόδιοι ὑπάλληλοι ἐξ ἀφορμῆς τῶν λόγων μὲ τοὺς ὁποίους ἐπεσήμανε ὁ κ. Ὑπουργὸς τῶν Οἰκονομικῶν τὴν ἀνάγκην ὁριστικῆς ρυθμίσεως τοῦ ζητήματος, συνῆλθον χθὲς εἰς σύσκεψιν. Εἰς τὰς προτάσεις αὐτῶν συμπεριλαμβάνεται καὶ ἡ ἀπόφασις ἥτις ἔσται ἐν ἰσχύϊ μέχρι τοῦ νέου ἔτους. <box>20 877 235 1003</box>
section-title: ΑΙ ΑΝΑΚΟΠΑΙ ΔΙΑΤΗΝ ΝΑΥΤΙΚΗΝ ΣΤΑΣΙΝ <box>711 1044 869 1077</box>
